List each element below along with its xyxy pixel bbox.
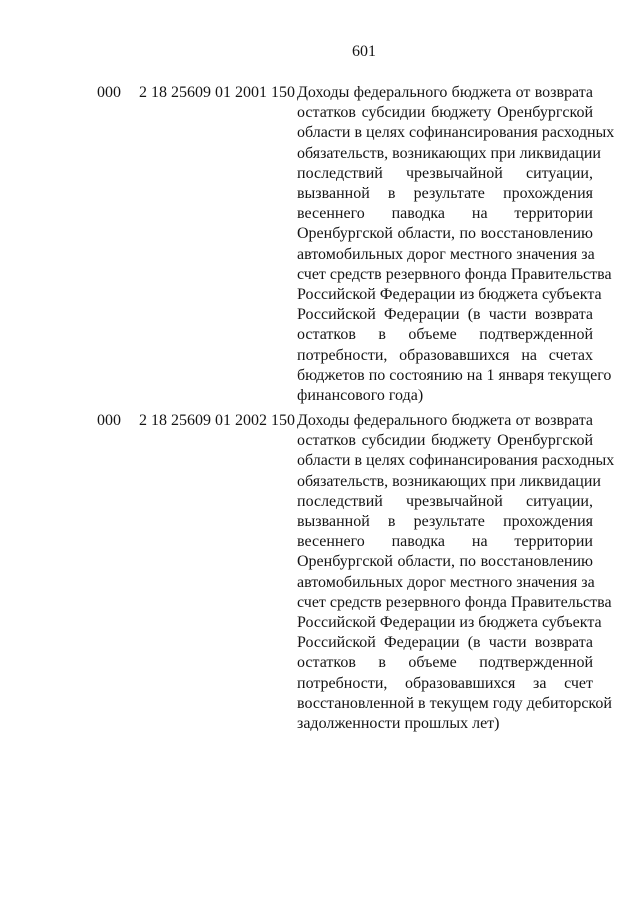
income-description (297, 83, 615, 406)
income-description (297, 411, 615, 734)
description-line: Российской Федерации из бюджета субъекта (297, 614, 602, 632)
budget-classification-code: 2 18 25609 01 2002 150 (139, 412, 295, 429)
description-line: Оренбургской области, по восстановлению (297, 553, 593, 571)
description-line: автомобильных дорог местного значения за (297, 245, 595, 263)
description-line: Российской Федерации (в части возврата (297, 306, 593, 324)
description-line: вызванной в результате прохождения (297, 185, 593, 203)
description-line: задолженности прошлых лет) (297, 715, 500, 733)
description-line: потребности, образовавшихся за счет (297, 674, 593, 692)
description-line: Доходы федерального бюджета от возврата (297, 84, 593, 101)
description-line: восстановленной в текущем году дебиторской (297, 694, 612, 712)
description-line: Российской Федерации из бюджета субъекта (297, 286, 602, 304)
description-line: обязательств, возникающих при ликвидации (297, 144, 601, 162)
description-line: потребности, образовавшихся на счетах (297, 346, 593, 364)
description-line: вызванной в результате прохождения (297, 513, 593, 531)
description-line: весеннего паводка на территории (297, 205, 593, 223)
description-line: остатков в объеме подтвержденной (297, 326, 593, 344)
description-line: области в целях софинансирования расходных (297, 452, 615, 470)
administrator-code: 000 (97, 84, 121, 101)
description-line: обязательств, возникающих при ликвидации (297, 472, 601, 490)
description-line: остатков субсидии бюджету Оренбургской (297, 432, 593, 450)
description-line: финансового года) (297, 387, 424, 405)
description-line: области в целях софинансирования расходных (297, 124, 615, 142)
description-line: последствий чрезвычайной ситуации, (297, 492, 593, 510)
page-number: 601 (352, 43, 376, 60)
description-line: Доходы федерального бюджета от возврата (297, 412, 593, 429)
description-line: остатков субсидии бюджету Оренбургской (297, 104, 593, 122)
description-line: Оренбургской области, по восстановлению (297, 225, 593, 243)
description-line: счет средств резервного фонда Правительства (297, 265, 612, 283)
description-line: счет средств резервного фонда Правительства (297, 593, 612, 611)
description-line: бюджетов по состоянию на 1 января текущего (297, 366, 612, 384)
description-line: Российской Федерации (в части возврата (297, 634, 593, 652)
description-line: весеннего паводка на территории (297, 533, 593, 551)
description-line: автомобильных дорог местного значения за (297, 573, 595, 591)
description-line: остатков в объеме подтвержденной (297, 654, 593, 672)
administrator-code: 000 (97, 412, 121, 429)
budget-classification-code: 2 18 25609 01 2001 150 (139, 84, 295, 101)
description-line: последствий чрезвычайной ситуации, (297, 164, 593, 182)
